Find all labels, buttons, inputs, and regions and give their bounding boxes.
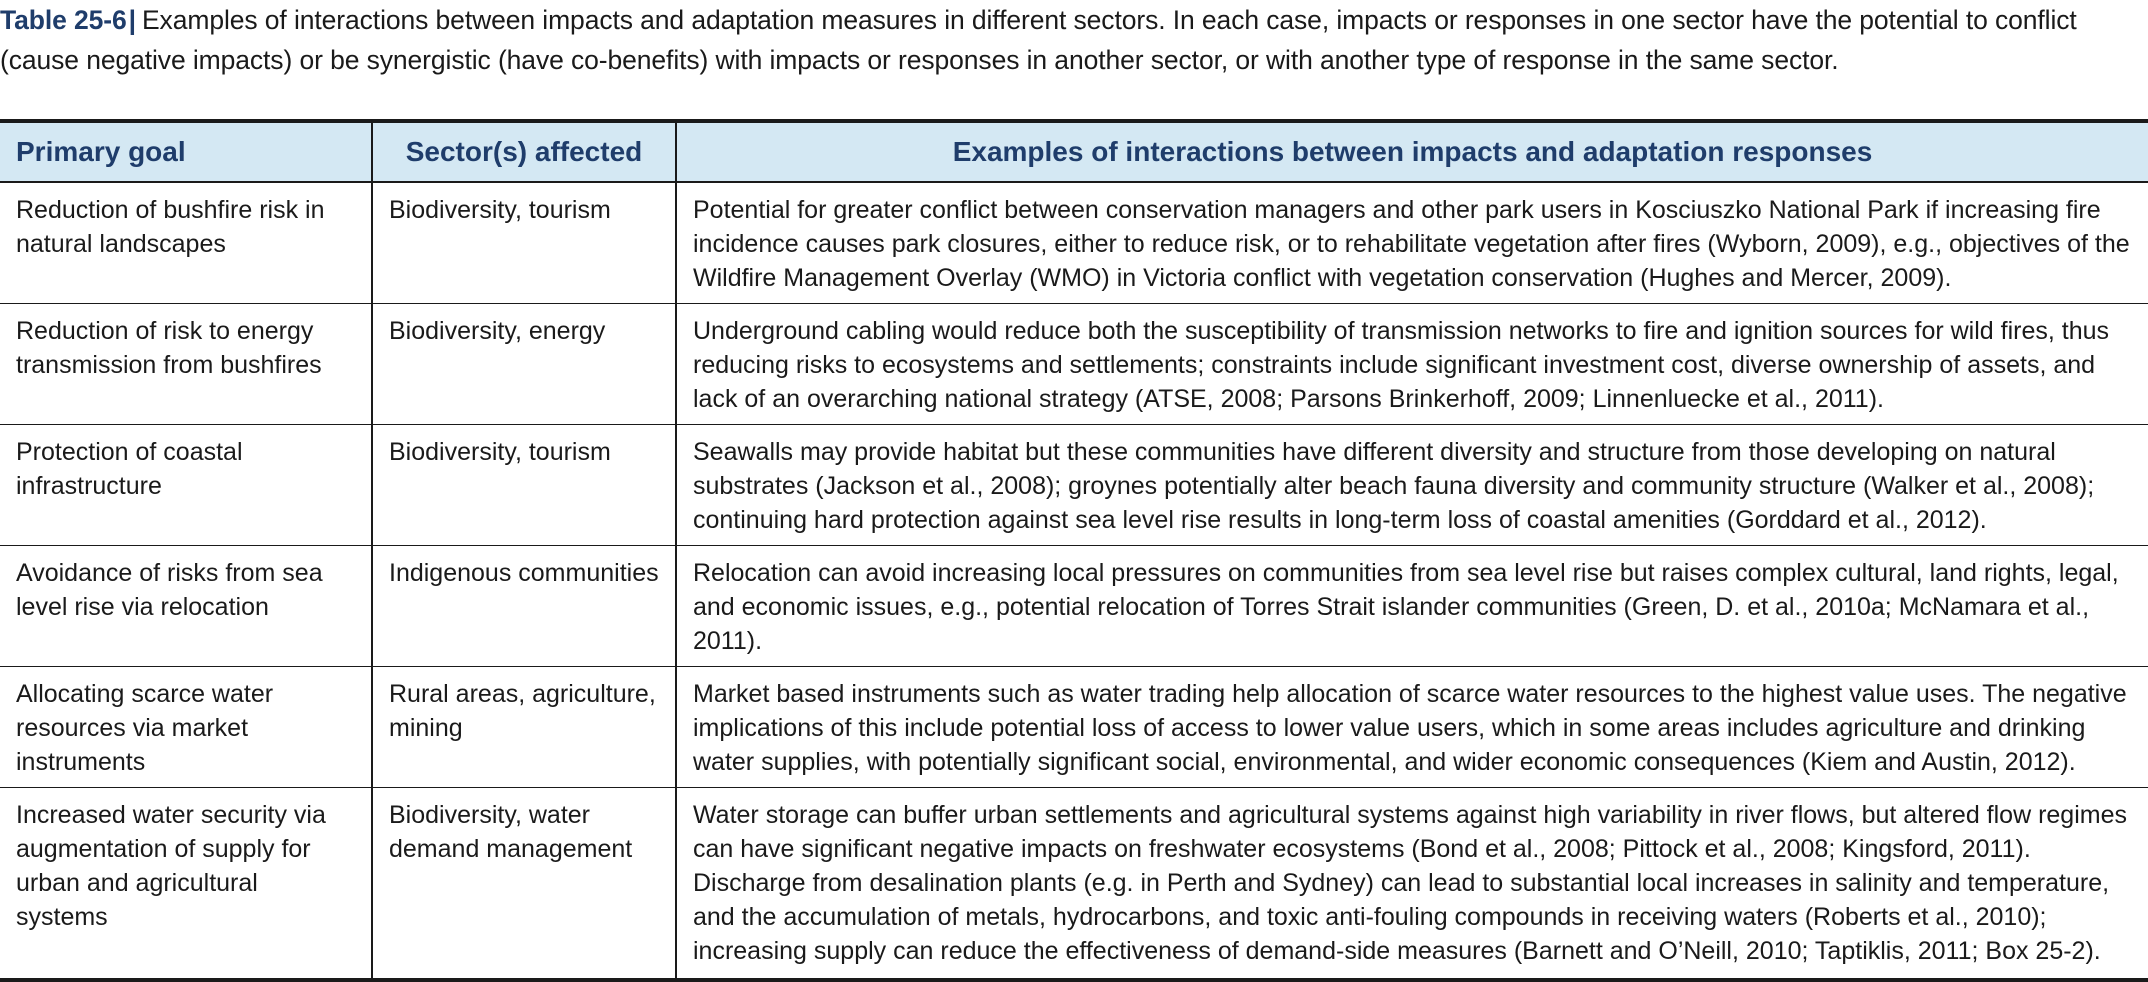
table-row — [0, 667, 2148, 788]
cell-examples: Relocation can avoid increasing local pressures on communities from sea level rise but raises complex cultural, land rights, legal, and economic issues, e.g., potential relocation of Torres Strait islander communities (Green, D. et al., 2010a; McNamara et al., 2011). — [676, 546, 2148, 667]
cell-examples: Water storage can buffer urban settlements and agricultural systems against high variability in river flows, but altered flow regimes can have significant negative impacts on freshwater ecosystems (Bond et al., 2008; Pittock et al., 2008; Kingsford, 2011). Discharge from desalination plants (e.g. in Perth and Sydney) can lead to substantial local increases in salinity and temperature, and the accumulation of metals, hydrocarbons, and toxic anti-fouling compounds in receiving waters (Roberts et al., 2010); increasing supply can reduce the effectiveness of demand-side measures (Barnett and O’Neill, 2010; Taptiklis, 2011; Box 25-2). — [676, 788, 2148, 981]
cell-primary-goal: Allocating scarce water resources via market instruments — [0, 667, 372, 788]
header-primary-goal: Primary goal — [0, 121, 372, 182]
cell-examples: Underground cabling would reduce both the susceptibility of transmission networks to fire and ignition sources for wild fires, thus reducing risks to ecosystems and settlements; constraints include significant investment cost, diverse ownership of assets, and lack of an overarching national strategy (ATSE, 2008; Parsons Brinkerhoff, 2009; Linnenluecke et al., 2011). — [676, 304, 2148, 425]
caption-text: Examples of interactions between impacts and adaptation measures in different sectors. In each case, impacts or responses in one sector have the potential to conflict (cause negative impacts) or be synergistic (have co-benefits) with impacts or responses in another sector, or with another type of response in the same sector. — [0, 5, 2077, 75]
cell-sectors: Indigenous communities — [372, 546, 676, 667]
header-examples: Examples of interactions between impacts and adaptation responses — [676, 121, 2148, 182]
table-row — [0, 182, 2148, 304]
cell-sectors: Biodiversity, energy — [372, 304, 676, 425]
cell-examples: Market based instruments such as water trading help allocation of scarce water resources to the highest value uses. The negative implications of this include potential loss of access to lower value users, which in some areas includes agriculture and drinking water supplies, with potentially significant social, environmental, and wider economic consequences (Kiem and Austin, 2012). — [676, 667, 2148, 788]
cell-primary-goal: Protection of coastal infrastructure — [0, 425, 372, 546]
cell-primary-goal: Increased water security via augmentation of supply for urban and agricultural systems — [0, 788, 372, 981]
table-row — [0, 304, 2148, 425]
table-caption — [0, 0, 2140, 80]
cell-sectors: Biodiversity, water demand management — [372, 788, 676, 981]
table-label: Table 25-6 — [0, 5, 127, 35]
table-row — [0, 546, 2148, 667]
cell-sectors: Biodiversity, tourism — [372, 182, 676, 304]
cell-primary-goal: Reduction of risk to energy transmission from bushfires — [0, 304, 372, 425]
caption-separator: | — [128, 5, 136, 35]
header-sectors-affected: Sector(s) affected — [372, 121, 676, 182]
cell-examples: Seawalls may provide habitat but these communities have different diversity and structure from those developing on natural substrates (Jackson et al., 2008); groynes potentially alter beach fauna diversity and community structure (Walker et al., 2008); continuing hard protection against sea level rise results in long-term loss of coastal amenities (Gorddard et al., 2012). — [676, 425, 2148, 546]
cell-primary-goal: Reduction of bushfire risk in natural landscapes — [0, 182, 372, 304]
cell-primary-goal: Avoidance of risks from sea level rise via relocation — [0, 546, 372, 667]
table-header-row — [0, 121, 2148, 182]
interactions-table — [0, 119, 2148, 982]
cell-sectors: Rural areas, agriculture, mining — [372, 667, 676, 788]
table-row — [0, 425, 2148, 546]
cell-sectors: Biodiversity, tourism — [372, 425, 676, 546]
cell-examples: Potential for greater conflict between conservation managers and other park users in Kosciuszko National Park if increasing fire incidence causes park closures, either to reduce risk, or to rehabilitate vegetation after fires (Wyborn, 2009), e.g., objectives of the Wildfire Management Overlay (WMO) in Victoria conflict with vegetation conservation (Hughes and Mercer, 2009). — [676, 182, 2148, 304]
table-row — [0, 788, 2148, 981]
